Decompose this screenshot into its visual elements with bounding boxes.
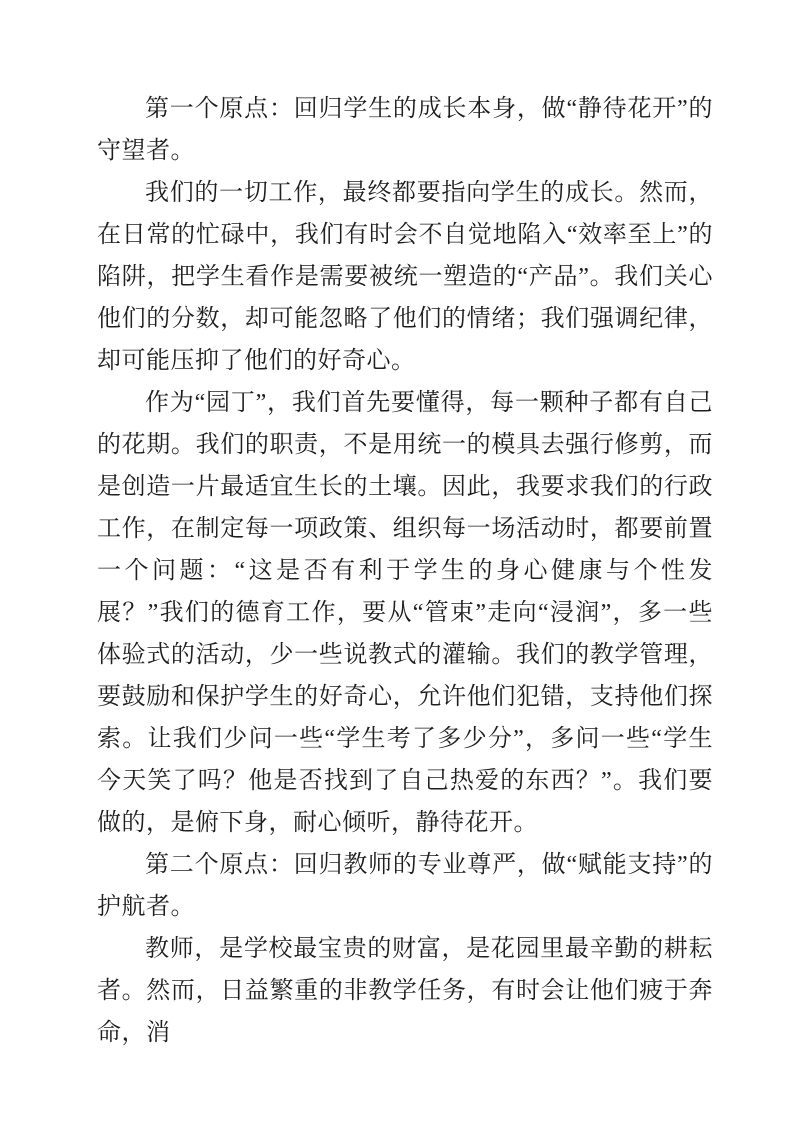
paragraph: 第一个原点：回归学生的成长本身，做“静待花开”的守望者。 [97,96,713,164]
paragraph: 作为“园丁”，我们首先要懂得，每一颗种子都有自己的花期。我们的职责，不是用统一的模具去强行修剪，而是创造一片最适宜生长的土壤。因此，我要求我们的行政工作，在制定每一项政策、组织每一场活动时，都要前置一个问题：“这是否有利于学生的身心健康与个性发展？”我们的德育工作，要从“管束”走向“浸润”，多一些体验式的活动，少一些说教式的灌输。我们的教学管理，要鼓励和保护学生的好奇心，允许他们犯错，支持他们探索。让我们少问一些“学生考了多少分”，多问一些“学生今天笑了吗？他是否找到了自己热爱的东西？”。我们要做的，是俯下身，耐心倾听，静待花开。 [97,390,713,836]
document-body [97,88,713,1054]
paragraph: 教师，是学校最宝贵的财富，是花园里最辛勤的耕耘者。然而，日益繁重的非教学任务，有时会让他们疲于奔命，消 [97,936,713,1046]
paragraph: 我们的一切工作，最终都要指向学生的成长。然而，在日常的忙碌中，我们有时会不自觉地陷入“效率至上”的陷阱，把学生看作是需要被统一塑造的“产品”。我们关心他们的分数，却可能忽略了他们的情绪；我们强调纪律，却可能压抑了他们的好奇心。 [97,180,713,374]
paragraph: 第二个原点：回归教师的专业尊严，做“赋能支持”的护航者。 [97,852,713,920]
